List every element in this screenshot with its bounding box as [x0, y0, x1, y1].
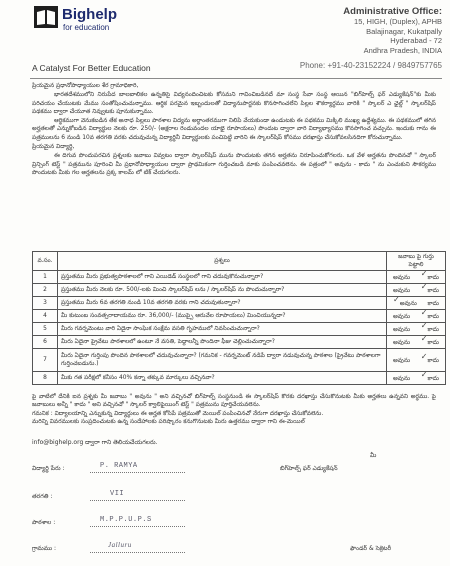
column-header-question: ప్రశ్నలు [58, 252, 387, 271]
no-label: కాదు [427, 287, 439, 295]
yes-label: అవును [399, 300, 417, 308]
book-logo-icon [34, 6, 58, 28]
village-label: గ్రామము : [32, 545, 57, 552]
tick-icon: ✓ [420, 282, 428, 292]
letter-body [32, 82, 436, 178]
answer-yes[interactable] [393, 295, 417, 308]
office-line: Balajinagar, Kukatpally [366, 26, 442, 36]
signature-line-2: బిగ్‌హెల్ప్ ఫర్ ఎడ్యుకేషన్ [280, 465, 338, 472]
village-field[interactable]: Jalluru [108, 541, 132, 549]
answer-no[interactable] [420, 369, 439, 383]
name-label: విద్యార్థి పేరు : [32, 465, 65, 472]
office-line: 15, HIGH, (Duplex), APHB [354, 17, 442, 27]
row-number: 7 [33, 349, 58, 372]
class-field[interactable]: VII [110, 490, 125, 498]
table-row [33, 371, 446, 384]
table-row [33, 310, 446, 323]
row-number: 6 [33, 336, 58, 349]
signature-line-1: మీ [370, 452, 377, 459]
village-line [90, 552, 185, 553]
answer-no[interactable] [427, 298, 439, 308]
row-answer [387, 310, 446, 323]
answer-no[interactable] [420, 308, 439, 321]
answer-no[interactable] [420, 334, 439, 347]
yes-label: అవును [393, 274, 411, 282]
row-question: మీ కుటుంబ సంవత్సరాదాయము రూ. 36,000/- (ముప్పై ఆరువేల రూపాయలు) మించియున్నదా? [58, 310, 387, 323]
row-question: మీరు ఏదైనా ప్రైవేటు పాఠశాలలో ఉంటూ నే వసతి, పెద్దాలన్నీ పొందినా ఫీజు చెల్లించుచున్నారా? [58, 336, 387, 349]
office-address [272, 7, 442, 70]
letter-footer [32, 393, 436, 426]
row-number: 5 [33, 323, 58, 336]
row-answer [387, 336, 446, 349]
class-line [90, 500, 185, 501]
no-label: కాదు [427, 357, 439, 365]
yes-label: అవును [393, 326, 411, 334]
paragraph-note: గమనిక : విద్యాలయాన్ని ఎన్నుకున్న విద్యార్థులు ఈ అర్హత కోసిపే పత్రముతో మెయిల్ పంపించినచో నేరుగా దరఖాస్తు చేసుకోవలెను. [32, 410, 324, 417]
paragraph-intro: భారతదేశములోని నిరుపేద బాలబాలికల ఉన్నతిసై విద్యనందించిటకు కోసమని గావించిబడినదే మా సంస్థ సేవా సంస్థ ఆయిన "బిగ్‌హెల్ప్ ఫర్ ఎడ్యుకేషన్"కు మీకు పరిచయం చేయుటకు మేము సంతోషించుచున్నాము. ఆర్థిక పరమైన ఇబ్బందులతో విద్యానుపార్జనకు కొనసాగించలేని పిల్లల శౌకర్యార్థము వారికి " స్కాలర్ ఎ ఛైల్డ్ " స్కాలర్‌షిప్ పథకము ద్వారా చేయూత నివ్వుటకు పూనుకున్నాము. [32, 92, 436, 115]
school-field[interactable]: M.P.P.U.P.S [100, 516, 152, 524]
tick-icon: ✓ [420, 308, 428, 318]
row-number: 3 [33, 297, 58, 310]
yes-label: అవును [393, 357, 411, 365]
tick-icon: ✓ [420, 369, 428, 379]
row-number: 8 [33, 371, 58, 384]
row-answer [387, 297, 446, 310]
class-label: తరగతి : [32, 493, 53, 500]
tick-icon: ✓ [420, 269, 428, 279]
office-line: Hyderabad - 72 [390, 36, 442, 46]
header-divider [30, 78, 442, 79]
tick-icon: ✓ [420, 334, 428, 344]
row-question: ప్రస్తుతము మీరు నెలకు రూ. 500/-లకు మించి స్కాలర్‌షిప్ లను / స్కాలర్‌షిప్ ను పొందుచున్నారా? [58, 284, 387, 297]
row-answer [387, 349, 446, 372]
name-line [90, 472, 185, 473]
answer-yes[interactable] [393, 311, 410, 321]
table-row [33, 284, 446, 297]
row-number: 2 [33, 284, 58, 297]
no-label: కాదు [427, 313, 439, 321]
row-question: మీరు ఏదైనా గుర్తింపు పొందిన పాఠశాలలో చదువుచున్నారా? (గమనిక - గవర్నమెంట్ నడిపే ద్వారా నడువుచున్న పాఠశాల (ప్రైవేటు పాఠశాలగా గుర్తించబడును.) [58, 349, 387, 372]
answer-no[interactable] [420, 352, 439, 365]
office-phone: Phone: +91-40-23152224 / 9849757765 [299, 61, 442, 71]
answer-no[interactable] [420, 321, 439, 334]
no-label: కాదు [427, 339, 439, 347]
tick-icon: ✓ [420, 321, 428, 331]
yes-label: అవును [393, 339, 411, 347]
answer-yes[interactable] [393, 272, 410, 282]
table-row [33, 297, 446, 310]
no-label: కాదు [427, 374, 439, 382]
answer-yes[interactable] [393, 337, 410, 347]
answer-yes[interactable] [393, 285, 410, 295]
paragraph-contact: మరిన్ని వివరములకు సంప్రదించుటకు ఉన్న సందేహాలకు పరిష్కారం కనుగొనుటకు మీరు ఉత్తరము ద్వారా గాని ఈ-మెయిల్ [32, 418, 305, 425]
row-question: మీరు గవర్నమెంటు వారి ఏదైనా సాంఘిక సంక్షేమ వసతి గృహములో నివసించుచున్నారా? [58, 323, 387, 336]
name-field[interactable]: P. RAMYA [100, 462, 138, 470]
column-header-answer: జవాబు పై గుర్తు పెట్టాలి [387, 252, 446, 271]
table-row [33, 336, 446, 349]
signature-line-3: ఫౌండర్ & సెక్రెటరీ [350, 545, 392, 552]
tick-icon: ✓ [420, 352, 428, 362]
row-answer [387, 323, 446, 336]
row-answer [387, 371, 446, 384]
answer-yes[interactable] [393, 324, 410, 334]
no-label: కాదు [427, 326, 439, 334]
answer-no[interactable] [420, 282, 439, 295]
row-question: ప్రస్తుతము మీరు 6వ తరగతి నుండి 10వ తరగతి వరకు గాని చదువుతున్నారా? [58, 297, 387, 310]
yes-label: అవును [393, 313, 411, 321]
no-label: కాదు [427, 300, 439, 308]
student-salutation: ప్రియమైన విద్యార్థి, [32, 144, 75, 151]
paragraph-result: పై వాటిలో దేనికి ఐన ప్రశ్నకు మీ జవాబు " అవును " అని వచ్చినచో బిగ్‌హెల్ప్ సంస్థనుండి ఈ స్కాలర్‌షిప్ కొరకు దరఖాస్తు చేసుకొనుటకు మీకు అర్హతలు ఉన్నవని అర్థము. పై జవాబులు అన్నీ " కాదు " అని వచ్చినచో " స్కాలర్ క్వాలిఫైయింగ్ టెస్ట్ " పత్రమును పూర్తిచేయవలెను. [32, 394, 436, 409]
answer-yes[interactable] [393, 355, 410, 365]
brand-subtitle: for education [63, 23, 110, 32]
yes-label: అవును [393, 287, 411, 295]
school-label: పాఠశాల : [32, 519, 56, 526]
office-title: Administrative Office: [343, 6, 442, 17]
brand-name: Bighelp [62, 6, 117, 23]
salutation: ప్రియమైన ప్రధానోపాధ్యాయుల శేర గ్రామాధికారి, [32, 83, 139, 89]
tick-icon: ✓ [393, 295, 400, 305]
office-line: Andhra Pradesh, INDIA [363, 45, 442, 55]
eligibility-table [32, 251, 446, 385]
column-header-sn: వ.సం. [33, 252, 58, 271]
row-number: 1 [33, 271, 58, 284]
answer-yes[interactable] [393, 373, 410, 383]
school-line [90, 526, 185, 527]
row-number: 4 [33, 310, 58, 323]
table-row [33, 271, 446, 284]
paragraph-instructions: ఈ దిగువ పొందుపరచిన ప్రశ్నలకు జవాబు వివ్వటం ద్వారా స్కాలర్‌షిప్ మును పొందుటకు తగిన అర్హతను నిరూపించుకోగలరు. ఒక వేళ అర్హతను పొందినచో " స్కాలర్ వ్రిన్సింగ్ టెస్ట్ " పత్రమును పూరించి మీ ప్రధానోపాధ్యాయుల ద్వారా ప్రాథమికంగా గుర్తించబడి మాకు పంపించవలెను. ఈ పత్రంలో " అవును - కాదు " ను ఎంచుకుని సౌకర్యము పొందుటకు మీకు గల అర్హతలను ప్రక్క కాలమ్ లో టిక్ చేయగలరు. [32, 153, 436, 176]
row-question: మీకు గత పరీక్షలో కనీసం 40% కన్నా తక్కువ మార్కులు వచ్చినవా? [58, 371, 387, 384]
row-question: ప్రస్తుతము మీరు ప్రభుత్వపాఠశాలలో గాని ఎయిడెడ్ సంస్థలలో గాని చదువుకొనుచున్నారా? [58, 271, 387, 284]
row-answer [387, 271, 446, 284]
paragraph-scheme: ఆర్థికముగా వెనుకబడిన తేక అనాధ పిల్లలు పాఠశాల విద్యను అర్ధాంతరముగా నిలిపి వేయకుండా ఉండుటకు ఈ పథకము మిక్కిలి ముఖ్య ఉద్దేశ్యము. ఈ పథకములో తగిన అర్హతలతో ఎన్నుకోబడిన విద్యార్థుల నెలకు రూ. 250/- (అక్షరాల రెండువందల యాభై రూపాయలు) పొందుట ద్వారా వారి విద్యాభ్యాసము కొనసాగించ వచ్చును. ఇందుకు గాను ఈ పత్రములను 6 నుండి 10వ తరగతి వరకు చదువుచున్న విద్యార్థినీ విద్యార్థులకు పంచిపెట్టి వారిని ఈ స్కాలర్‌షిప్ కోసము దరఖాస్తు చేసుకోవలసినదిగా కోరుచున్నాము. [32, 118, 436, 141]
table-row [33, 349, 446, 372]
answer-no[interactable] [420, 269, 439, 282]
no-label: కాదు [427, 274, 439, 282]
table-row [33, 323, 446, 336]
contact-email: info@bighelp.org ద్వారా గాని తెలియచేయగలరు. [32, 439, 158, 446]
tagline: A Catalyst For Better Education [32, 63, 151, 73]
table-header-row [33, 252, 446, 271]
yes-label: అవును [393, 374, 411, 382]
